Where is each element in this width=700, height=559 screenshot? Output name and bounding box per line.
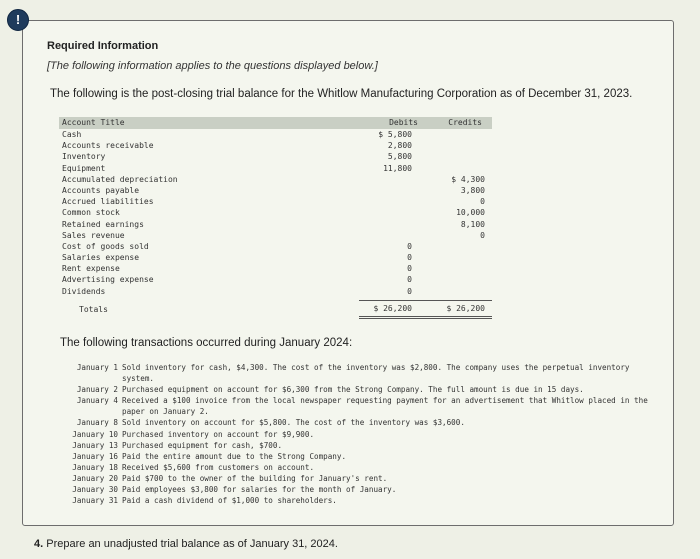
- transaction-date: January 30: [72, 485, 118, 495]
- transaction-date: January 13: [72, 440, 118, 450]
- question-number: 4.: [34, 538, 44, 550]
- transaction-item: [62, 451, 662, 462]
- totals-rule: [359, 300, 492, 301]
- account-title: Accounts payable: [62, 185, 140, 195]
- transaction-text: Sold inventory for cash, $4,300. The cost of the inventory was $2,800. The company uses the perpetual inventory system.: [122, 363, 630, 384]
- account-title: Equipment: [62, 163, 106, 173]
- transaction-item: [62, 462, 662, 473]
- post-closing-trial-balance: [59, 117, 492, 316]
- account-title: Cash: [62, 130, 82, 139]
- debit-value: 0: [407, 253, 412, 263]
- totals-label: Totals: [79, 304, 108, 314]
- trial-balance-header: [59, 117, 492, 129]
- totals-debit: $ 26,200: [373, 303, 412, 313]
- table-row: [59, 230, 492, 241]
- required-information-title: Required Information: [47, 40, 159, 52]
- transaction-text: Paid employees $3,800 for salaries for the month of January.: [122, 485, 397, 495]
- debit-value: 0: [407, 241, 412, 251]
- debit-value: 11,800: [383, 163, 412, 173]
- transaction-text: Purchased inventory on account for $9,900.: [122, 429, 315, 439]
- account-title: Salaries expense: [62, 253, 140, 263]
- trial-balance-intro: The following is the post-closing trial balance for the Whitlow Manufacturing Corporation as of December 31, 2023.: [50, 88, 633, 100]
- transaction-date: January 31: [72, 496, 118, 506]
- totals-row: [59, 300, 492, 316]
- table-row: [59, 274, 492, 285]
- transaction-text: Purchased equipment for cash, $700.: [122, 440, 283, 450]
- debit-value: 0: [407, 264, 412, 274]
- credit-value: 8,100: [460, 219, 485, 229]
- table-row: [59, 140, 492, 151]
- transaction-date: January 16: [72, 451, 118, 461]
- credit-value: 10,000: [456, 208, 485, 218]
- transaction-item: [62, 495, 662, 506]
- credit-value: 0: [480, 197, 485, 207]
- credit-value: 3,800: [460, 185, 485, 195]
- debit-value: 5,800: [387, 152, 412, 162]
- transaction-item: [62, 484, 662, 495]
- table-row: [59, 185, 492, 196]
- credit-value: 0: [480, 230, 485, 240]
- transaction-item: [62, 473, 662, 484]
- totals-credit: $ 26,200: [446, 303, 485, 313]
- question-text: Prepare an unadjusted trial balance as of January 31, 2024.: [46, 538, 338, 550]
- debit-value: $ 5,800: [378, 130, 412, 139]
- account-title: Dividends: [62, 286, 106, 296]
- transaction-text: Paid the entire amount due to the Strong Company.: [122, 451, 347, 461]
- transaction-text: Paid $700 to the owner of the building for January's rent.: [122, 473, 388, 483]
- alert-icon: !: [7, 9, 29, 31]
- debit-value: 2,800: [387, 141, 412, 151]
- column-account-title: Account Title: [62, 118, 125, 127]
- account-title: Cost of goods sold: [62, 241, 149, 251]
- account-title: Inventory: [62, 152, 106, 162]
- transaction-item: [62, 395, 662, 417]
- debit-value: 0: [407, 275, 412, 285]
- account-title: Advertising expense: [62, 275, 154, 285]
- transaction-date: January 2: [76, 385, 118, 395]
- account-title: Accounts receivable: [62, 141, 154, 151]
- transaction-item: [62, 384, 662, 395]
- table-row: [59, 241, 492, 252]
- transaction-item: [62, 429, 662, 440]
- applies-note: [The following information applies to the questions displayed below.]: [47, 60, 378, 72]
- debit-value: 0: [407, 286, 412, 296]
- transaction-date: January 18: [72, 462, 118, 472]
- transaction-item: [62, 417, 662, 428]
- totals-double-rule: [359, 316, 492, 319]
- table-row: [59, 129, 492, 140]
- trial-balance-body: [59, 129, 492, 297]
- transaction-date: January 10: [72, 429, 118, 439]
- transaction-text: Sold inventory on account for $5,800. The cost of the inventory was $3,600.: [122, 418, 465, 428]
- transaction-date: January 8: [76, 418, 118, 428]
- account-title: Common stock: [62, 208, 120, 218]
- table-row: [59, 252, 492, 263]
- transaction-date: January 1: [76, 363, 118, 372]
- table-row: [59, 286, 492, 297]
- transaction-item: [62, 362, 662, 384]
- table-row: [59, 207, 492, 218]
- transaction-text: Received $5,600 from customers on account.: [122, 462, 315, 472]
- account-title: Retained earnings: [62, 219, 144, 229]
- credit-value: $ 4,300: [451, 174, 485, 184]
- account-title: Rent expense: [62, 264, 120, 274]
- account-title: Accrued liabilities: [62, 197, 154, 207]
- column-credits: Credits: [448, 118, 482, 127]
- account-title: Accumulated depreciation: [62, 174, 178, 184]
- transaction-item: [62, 440, 662, 451]
- table-row: [59, 263, 492, 274]
- transaction-date: January 4: [76, 396, 118, 406]
- transactions-list: [62, 362, 662, 506]
- transaction-text: Paid a cash dividend of $1,000 to shareholders.: [122, 496, 337, 506]
- question-4: [34, 538, 338, 550]
- table-row: [59, 151, 492, 162]
- table-row: [59, 219, 492, 230]
- column-debits: Debits: [389, 118, 418, 127]
- table-row: [59, 163, 492, 174]
- transaction-text: Received a $100 invoice from the local newspaper requesting payment for an advertisement that Whitlow placed in the paper on January 2.: [122, 396, 648, 417]
- account-title: Sales revenue: [62, 230, 125, 240]
- transaction-text: Purchased equipment on account for $6,300 from the Strong Company. The full amount is due in 15 days.: [122, 385, 584, 395]
- table-row: [59, 196, 492, 207]
- transactions-intro: The following transactions occurred during January 2024:: [60, 337, 353, 349]
- table-row: [59, 174, 492, 185]
- transaction-date: January 20: [72, 473, 118, 483]
